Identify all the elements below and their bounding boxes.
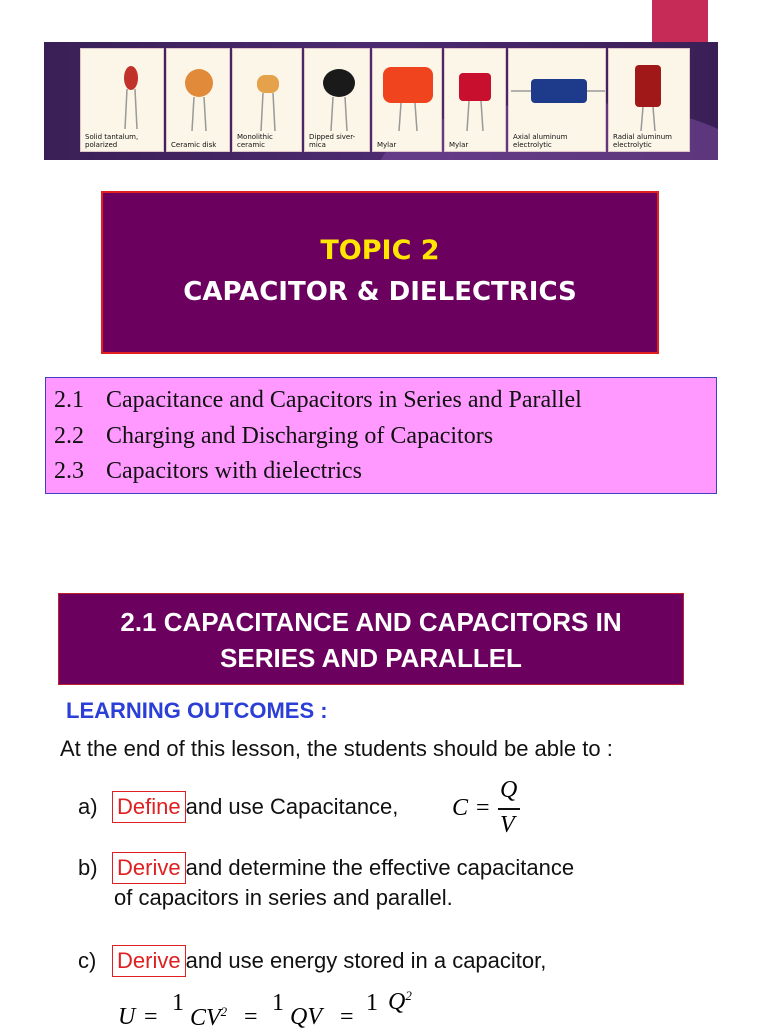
topic-title-box <box>101 191 659 354</box>
section-heading-line2: SERIES AND PARALLEL <box>220 643 522 673</box>
capacitor-photo <box>508 48 606 152</box>
keyword-define: Define <box>112 791 186 823</box>
capacitor-photo <box>608 48 690 152</box>
list-item <box>54 383 716 419</box>
outcome-item-a <box>78 791 398 823</box>
capacitor-photo <box>372 48 442 152</box>
capacitor-label: Monolithic ceramic <box>237 133 273 149</box>
list-item <box>54 454 716 490</box>
subtopic-number: 2.1 <box>54 387 84 413</box>
subtopic-number: 2.3 <box>54 458 84 484</box>
capacitor-label: Radial aluminum electrolytic <box>613 133 672 149</box>
capacitor-photo <box>304 48 370 152</box>
item-text: and use Capacitance, <box>185 794 399 819</box>
item-marker: b) <box>78 855 98 880</box>
item-continuation: of capacitors in series and parallel. <box>114 885 453 910</box>
capacitor-label: Mylar <box>377 141 397 149</box>
subtopic-text: Charging and Discharging of Capacitors <box>106 422 494 449</box>
capacitor-label: Solid tantalum, polarized <box>85 133 139 149</box>
learning-outcomes-heading: LEARNING OUTCOMES : <box>66 698 328 723</box>
section-heading <box>58 593 684 685</box>
subtopic-list <box>45 377 717 494</box>
subtopic-text: Capacitors with dielectrics <box>106 458 362 484</box>
capacitor-photo <box>166 48 230 152</box>
capacitor-label: Mylar <box>449 141 469 149</box>
capacitor-photo <box>444 48 506 152</box>
item-marker: c) <box>78 948 97 973</box>
item-marker: a) <box>78 794 98 819</box>
item-text: and use energy stored in a capacitor, <box>185 948 547 973</box>
outcome-item-b <box>78 852 574 884</box>
subtopic-text: Capacitance and Capacitors in Series and Parallel <box>106 387 582 413</box>
topic-number: TOPIC 2 <box>320 235 440 266</box>
keyword-derive: Derive <box>112 945 186 977</box>
subtopic-number: 2.2 <box>54 422 84 449</box>
capacitor-label: Dipped siver-mica <box>309 133 356 149</box>
outcome-item-c <box>78 945 546 977</box>
capacitor-photo <box>80 48 164 152</box>
capacitor-photo <box>232 48 302 152</box>
topic-title: CAPACITOR & DIELECTRICS <box>183 277 577 307</box>
keyword-derive: Derive <box>112 852 186 884</box>
intro-text: At the end of this lesson, the students should be able to : <box>60 736 613 761</box>
section-heading-line1: 2.1 CAPACITANCE AND CAPACITORS IN <box>120 607 622 637</box>
capacitor-label: Axial aluminum electrolytic <box>513 133 568 149</box>
capacitor-label: Ceramic disk <box>171 141 217 149</box>
item-text: and determine the effective capacitance <box>185 855 575 880</box>
list-item <box>54 419 716 455</box>
